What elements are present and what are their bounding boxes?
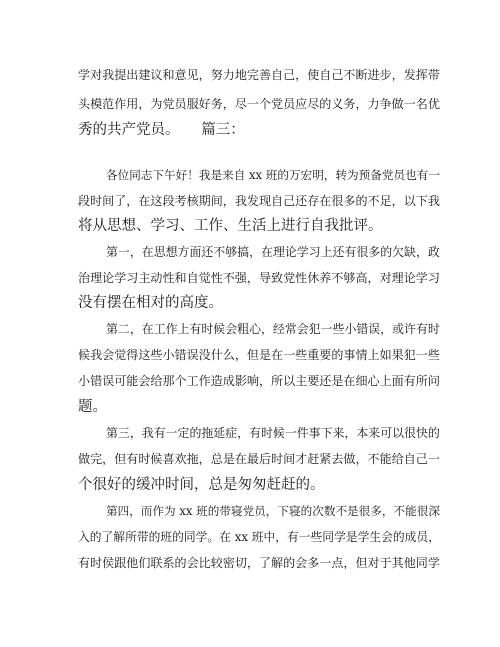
paragraph-2-line-1: 各位同志下午好！我是来自 xx 班的万宏明，转为预备党员也有一 xyxy=(106,168,440,182)
paragraph-1-line-1: 学对我提出建议和意见，努力地完善自己，使自己不断进步，发挥带 xyxy=(78,68,440,82)
paragraph-2-line-3: 将从思想、学习、工作、生活上进行自我批评。 xyxy=(78,218,383,234)
paragraph-3-line-3: 没有摆在相对的高度。 xyxy=(78,295,223,311)
paragraph-6-line-3: 有时侯跟他们联系的会比较密切，了解的会多一点，但对于其他同学 xyxy=(78,556,440,570)
paragraph-5-line-3: 个很好的缓冲时间，总是匆匆赶赶的。 xyxy=(78,477,325,493)
paragraph-3-line-1: 第一，在思想方面还不够搞，在理论学习上还有很多的欠缺，政 xyxy=(106,245,440,259)
paragraph-4-line-1: 第二，在工作上有时候会粗心，经常会犯一些小错误，或许有时 xyxy=(106,322,440,336)
paragraph-1-line-2: 头模范作用，为党员服好务，尽一个党员应尽的义务，力争做一名优 xyxy=(78,97,440,111)
paragraph-4-line-4: 题。 xyxy=(78,399,107,415)
paragraph-3-line-2: 治理论学习主动性和自觉性不强，导致党性休养不够高，对理论学习 xyxy=(78,271,440,285)
paragraph-2-line-2: 段时间了，在这段考核期间，我发现自己还存在很多的不足，以下我 xyxy=(78,194,440,208)
paragraph-5-line-1: 第三，我有一定的拖延症，有时候一件事下来，本来可以很快的 xyxy=(106,426,440,440)
paragraph-1-line-3: 秀的共产党员。 篇三： xyxy=(78,122,245,138)
paragraph-4-line-3: 小错误可能会给那个工作造成影响，所以主要还是在细心上面有所问 xyxy=(78,374,440,388)
paragraph-5-line-2: 做完，但有时候喜欢拖，总是在最后时间才赶紧去做，不能给自己一 xyxy=(78,452,440,466)
paragraph-6-line-2: 入的了解所带的班的同学。在 xx 班中，有一些同学是学生会的成员， xyxy=(78,530,440,544)
paragraph-6-line-1: 第四，而作为 xx 班的带寝党员，下寝的次数不是很多，不能很深 xyxy=(106,504,440,518)
paragraph-4-line-2: 候我会觉得这些小错误没什么，但是在一些重要的事情上如果犯一些 xyxy=(78,348,440,362)
